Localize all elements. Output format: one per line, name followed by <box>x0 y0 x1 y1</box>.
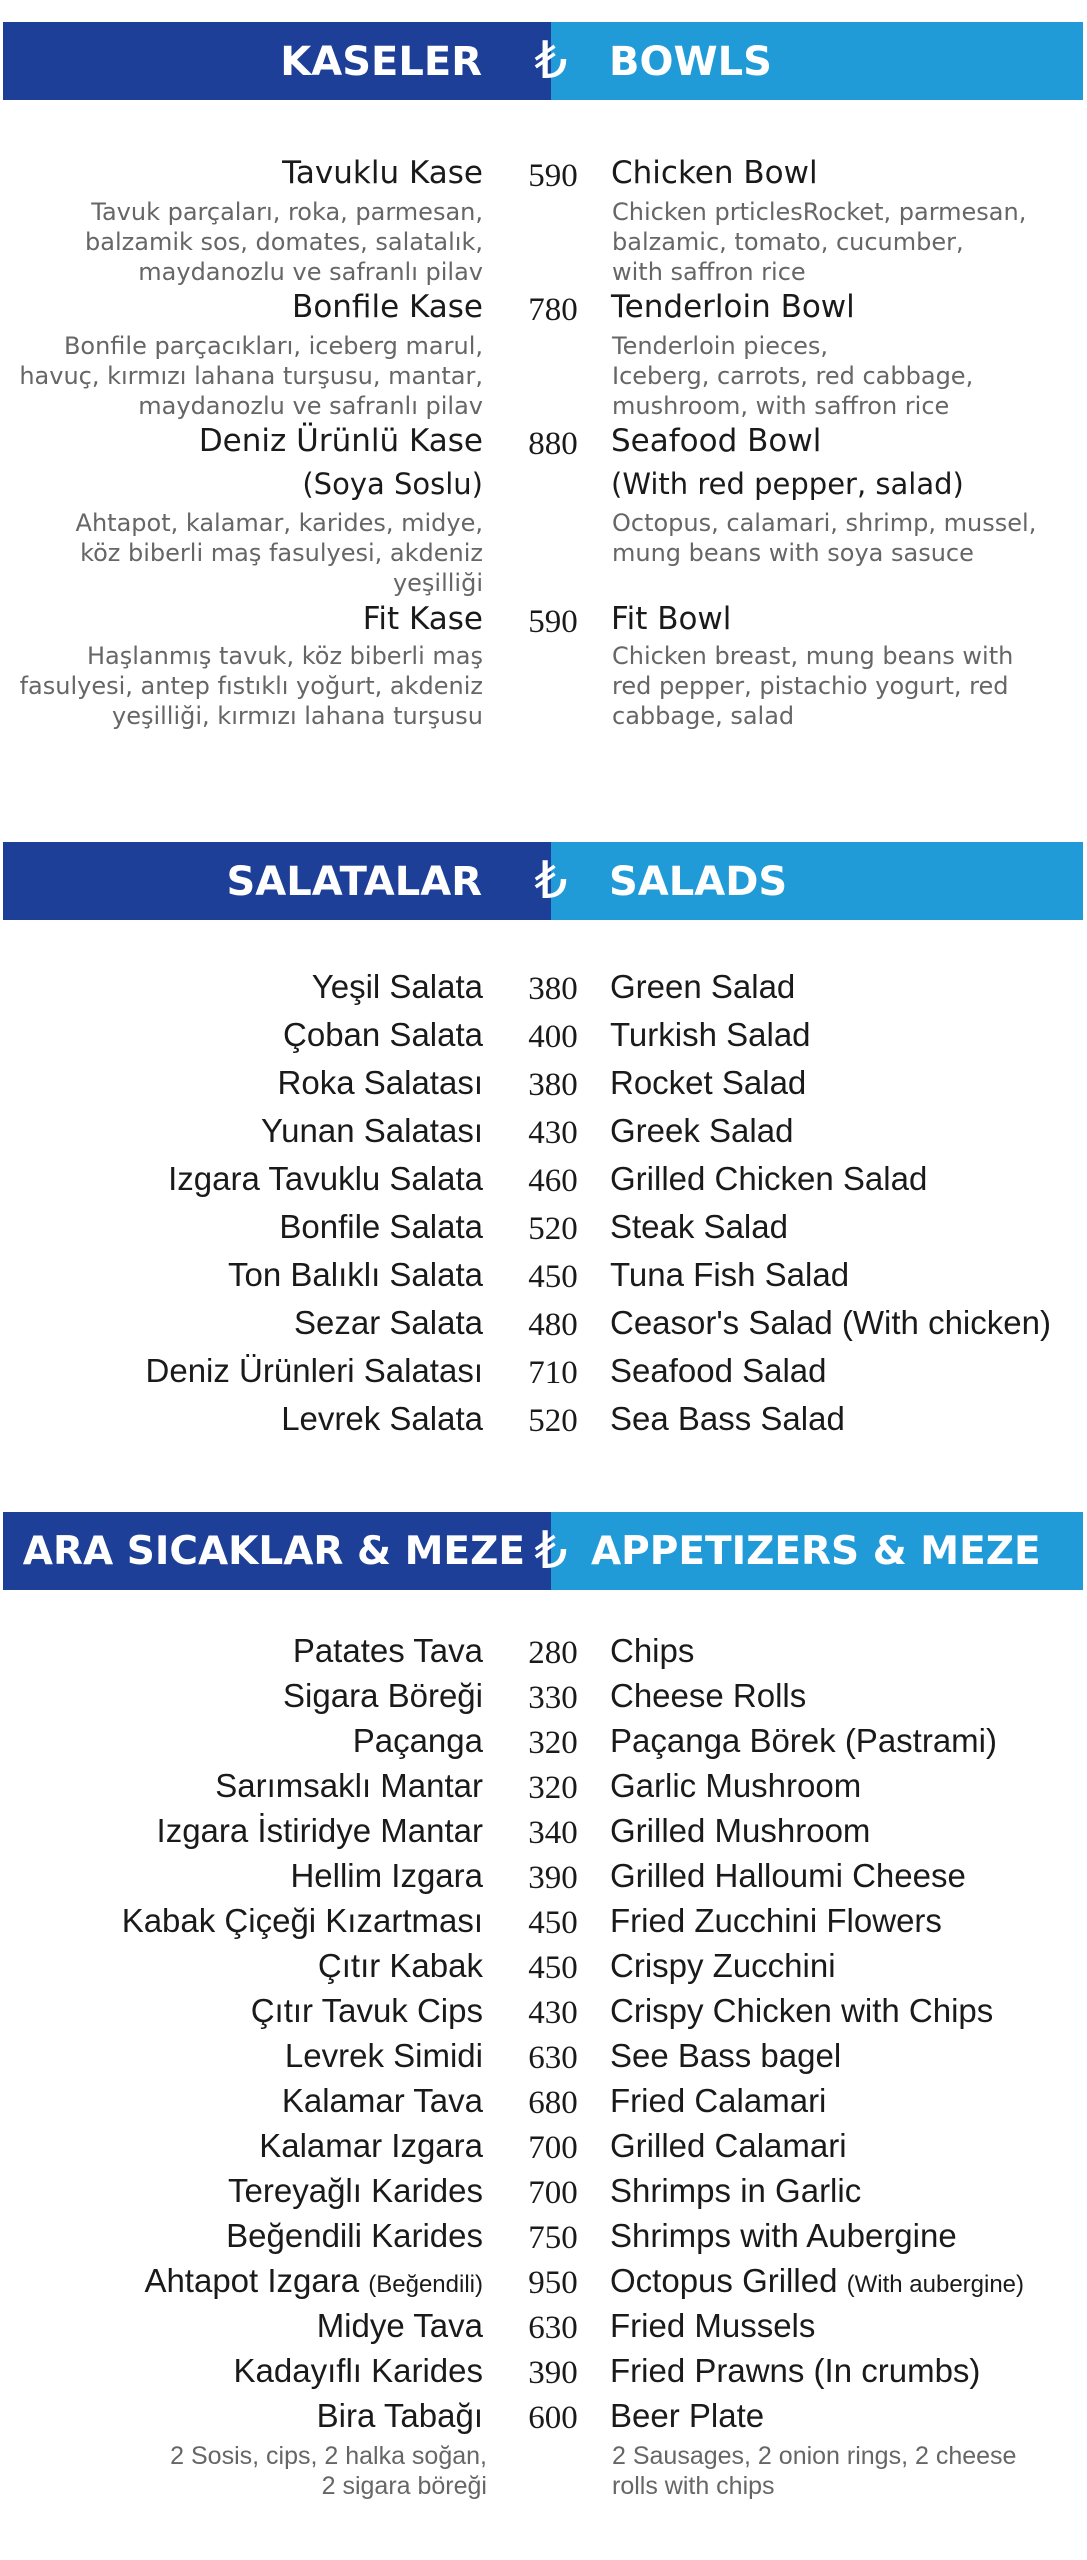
item-price: 280 <box>528 1635 578 1671</box>
item-name-tr: Çıtır Tavuk Cips <box>250 1992 483 2029</box>
item-name-tr: Yeşil Salata <box>311 968 483 1005</box>
item-name-en: Steak Salad <box>610 1208 788 1245</box>
item-name-tr: Izgara İstiridye Mantar <box>156 1812 483 1849</box>
item-name-tr: Midye Tava <box>316 2307 483 2344</box>
item-name-en: Garlic Mushroom <box>610 1767 862 1804</box>
item-name-en: Octopus Grilled (With aubergine) <box>610 2262 1025 2299</box>
item-description-en: Chicken breast, mung beans with red pepper, pistachio yogurt, red cabbage, salad <box>612 642 1014 730</box>
item-name-tr: Sezar Salata <box>294 1304 483 1341</box>
item-name-tr: Bonfile Salata <box>279 1208 483 1245</box>
item-name-en: Grilled Mushroom <box>610 1812 871 1849</box>
item-name-tr: Hellim Izgara <box>290 1857 483 1894</box>
item-name-en: Grilled Calamari <box>610 2127 847 2164</box>
item-name-en: Crispy Chicken with Chips <box>610 1992 994 2029</box>
item-description-en: Chicken prticlesRocket, parmesan, balzamic, tomato, cucumber, with saffron rice <box>612 198 1027 286</box>
item-name-tr: Paçanga <box>352 1722 483 1759</box>
item-name-en: Fried Calamari <box>610 2082 827 2119</box>
item-name-en: Shrimps in Garlic <box>610 2172 862 2209</box>
item-note-en: (With aubergine) <box>846 2271 1025 2298</box>
item-price: 320 <box>528 1770 578 1806</box>
section-title-tr: KASELER <box>280 39 482 85</box>
item-name-en: Fried Zucchini Flowers <box>610 1902 942 1939</box>
section-title-tr: SALATALAR <box>226 859 482 905</box>
item-name-en: Ceasor's Salad (With chicken) <box>610 1304 1051 1341</box>
item-price: 450 <box>528 1950 578 1986</box>
item-price: 630 <box>528 2040 578 2076</box>
item-name-tr: Kalamar Izgara <box>259 2127 483 2164</box>
item-price: 700 <box>528 2130 578 2166</box>
item-price: 450 <box>528 1259 578 1295</box>
item-name-tr: Izgara Tavuklu Salata <box>168 1160 483 1197</box>
item-note-tr: (Beğendili) <box>368 2271 483 2298</box>
section-title-en: BOWLS <box>609 39 772 85</box>
item-price: 590 <box>528 158 578 194</box>
item-price: 390 <box>528 2355 578 2391</box>
item-price: 380 <box>528 1067 578 1103</box>
item-name-tr: Çoban Salata <box>283 1016 483 1053</box>
item-name-en: Turkish Salad <box>610 1016 811 1053</box>
item-description-tr: Tavuk parçaları, roka, parmesan, balzamik sos, domates, salatalık, maydanozlu ve safranlı pilav <box>85 198 483 286</box>
lira-icon: ₺ <box>534 31 568 91</box>
item-price: 450 <box>528 1905 578 1941</box>
item-description-tr: 2 Sosis, cips, 2 halka soğan, 2 sigara böreği <box>170 2442 487 2500</box>
item-name-en: Fried Mussels <box>610 2307 816 2344</box>
item-name-tr: Tereyağlı Karides <box>228 2172 483 2209</box>
item-name-tr: Tavuklu Kase <box>282 155 483 191</box>
item-price: 520 <box>528 1211 578 1247</box>
item-name-tr: Bonfile Kase <box>292 289 483 325</box>
item-name-tr: Roka Salatası <box>277 1064 483 1101</box>
item-name-tr: Kalamar Tava <box>281 2082 483 2119</box>
item-price: 380 <box>528 971 578 1007</box>
item-name-tr: Ton Balıklı Salata <box>228 1256 483 1293</box>
item-name-tr: Yunan Salatası <box>260 1112 483 1149</box>
item-description-en: Tenderloin pieces, Iceberg, carrots, red cabbage, mushroom, with saffron rice <box>612 332 974 420</box>
item-price: 590 <box>528 604 578 640</box>
item-price: 680 <box>528 2085 578 2121</box>
item-price: 520 <box>528 1403 578 1439</box>
item-name-en: Cheese Rolls <box>610 1677 807 1714</box>
item-name-tr: Bira Tabağı <box>316 2397 483 2434</box>
item-name-en: Chips <box>610 1632 695 1669</box>
item-name-en: Green Salad <box>610 968 796 1005</box>
item-price: 480 <box>528 1307 578 1343</box>
item-price: 400 <box>528 1019 578 1055</box>
item-name-en: Chicken Bowl <box>611 155 818 191</box>
bowls-header <box>0 22 1087 100</box>
item-price: 780 <box>528 292 578 328</box>
item-price: 880 <box>528 426 578 462</box>
item-name-tr: Beğendili Karides <box>226 2217 483 2254</box>
item-name-en: Sea Bass Salad <box>610 1400 845 1437</box>
item-name-en: Fit Bowl <box>611 601 732 637</box>
item-price: 430 <box>528 1995 578 2031</box>
item-name-tr: Levrek Salata <box>281 1400 483 1437</box>
item-price: 950 <box>528 2265 578 2301</box>
item-name-en: Seafood Salad <box>610 1352 827 1389</box>
item-name-en: Seafood Bowl <box>611 423 822 459</box>
item-name-tr: Kadayıflı Karides <box>233 2352 483 2389</box>
item-name-tr: Levrek Simidi <box>284 2037 483 2074</box>
item-price: 630 <box>528 2310 578 2346</box>
appetizers-section <box>0 1512 1087 1590</box>
item-subtitle-tr: (Soya Soslu) <box>302 467 483 501</box>
item-name-tr: Deniz Ürünleri Salatası <box>145 1352 483 1389</box>
item-description-tr: Bonfile parçacıkları, iceberg marul, havuç, kırmızı lahana turşusu, mantar, maydanozlu ve safranlı pilav <box>19 332 483 420</box>
item-name-en: Shrimps with Aubergine <box>610 2217 957 2254</box>
bowls-section <box>0 22 1087 100</box>
item-name-en: Grilled Chicken Salad <box>610 1160 928 1197</box>
item-price: 460 <box>528 1163 578 1199</box>
item-price: 600 <box>528 2400 578 2436</box>
item-subtitle-en: (With red pepper, salad) <box>611 467 964 501</box>
item-name-tr: Fit Kase <box>362 601 483 637</box>
item-description-tr: Ahtapot, kalamar, karides, midye, köz biberli maş fasulyesi, akdeniz yeşilliği <box>75 509 483 597</box>
salads-section <box>0 842 1087 920</box>
section-title-en: APPETIZERS & MEZE <box>591 1529 1041 1574</box>
item-name-tr: Deniz Ürünlü Kase <box>198 423 483 459</box>
item-price: 390 <box>528 1860 578 1896</box>
item-price: 430 <box>528 1115 578 1151</box>
item-description-en: 2 Sausages, 2 onion rings, 2 cheese rolls with chips <box>612 2442 1017 2500</box>
item-name-tr: Sigara Böreği <box>283 1677 483 1714</box>
item-name-en: Tuna Fish Salad <box>610 1256 850 1293</box>
item-name-en: Beer Plate <box>610 2397 765 2434</box>
item-name-en: Crispy Zucchini <box>610 1947 836 1984</box>
item-price: 710 <box>528 1355 578 1391</box>
lira-icon: ₺ <box>534 851 568 911</box>
item-name-tr: Sarımsaklı Mantar <box>215 1767 483 1804</box>
item-price: 340 <box>528 1815 578 1851</box>
item-description-en: Octopus, calamari, shrimp, mussel, mung beans with soya sasuce <box>612 509 1037 567</box>
item-name-tr: Patates Tava <box>292 1632 483 1669</box>
section-title-en: SALADS <box>609 859 788 905</box>
item-price: 750 <box>528 2220 578 2256</box>
salads-header <box>0 842 1087 920</box>
item-name-en: Fried Prawns (In crumbs) <box>610 2352 981 2389</box>
section-title-tr: ARA SICAKLAR & MEZE <box>22 1529 525 1574</box>
item-description-tr: Haşlanmış tavuk, köz biberli maş fasulyesi, antep fıstıklı yoğurt, akdeniz yeşilliği, kırmızı lahana turşusu <box>19 642 483 730</box>
item-name-en: See Bass bagel <box>610 2037 842 2074</box>
lira-icon: ₺ <box>534 1521 568 1581</box>
appetizers-header <box>0 1512 1087 1590</box>
item-name-en: Tenderloin Bowl <box>611 289 855 325</box>
item-name-en: Greek Salad <box>610 1112 794 1149</box>
item-price: 320 <box>528 1725 578 1761</box>
item-name-en: Grilled Halloumi Cheese <box>610 1857 966 1894</box>
item-name-en: Paçanga Börek (Pastrami) <box>610 1722 997 1759</box>
item-price: 330 <box>528 1680 578 1716</box>
item-name-tr: Ahtapot Izgara (Beğendili) <box>144 2262 483 2299</box>
item-name-en: Rocket Salad <box>610 1064 807 1101</box>
item-price: 700 <box>528 2175 578 2211</box>
item-name-tr: Çıtır Kabak <box>317 1947 483 1984</box>
item-name-tr: Kabak Çiçeği Kızartması <box>121 1902 483 1939</box>
